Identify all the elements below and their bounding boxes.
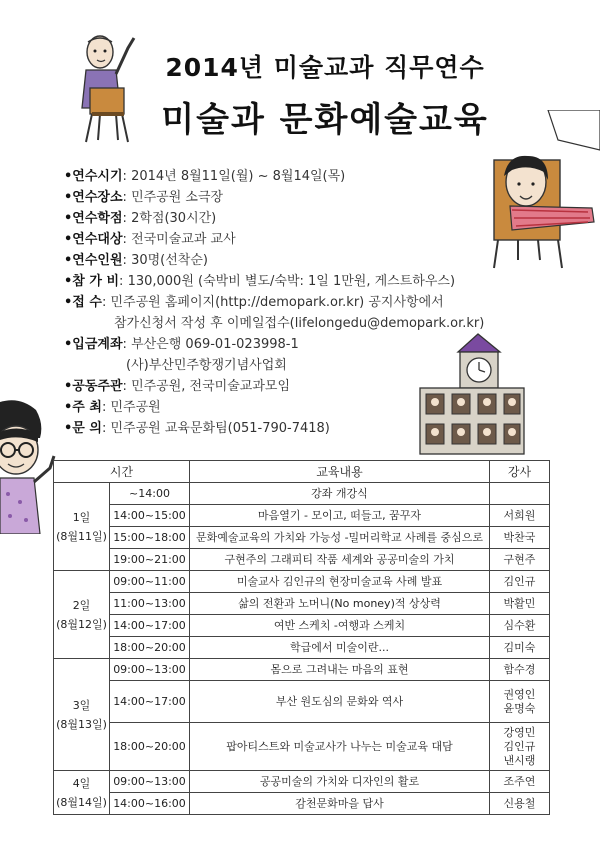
header-content: 교육내용: [190, 461, 490, 483]
table-row: [54, 659, 550, 681]
content-cell: 학급에서 미술이란...: [190, 637, 490, 659]
day-cell: 1일 (8월11일): [54, 483, 110, 571]
time-cell: 18:00~20:00: [110, 723, 190, 771]
table-row: [54, 681, 550, 723]
tutor-cell: 심수환: [490, 615, 550, 637]
tutor-cell: 신용철: [490, 793, 550, 815]
content-cell: 강좌 개강식: [190, 483, 490, 505]
tutor-cell: 함수경: [490, 659, 550, 681]
table-row: [54, 593, 550, 615]
info-row-host: •주 최: 민주공원: [64, 400, 161, 415]
table-row: [54, 615, 550, 637]
day-cell: 2일 (8월12일): [54, 571, 110, 659]
content-cell: 부산 원도심의 문화와 역사: [190, 681, 490, 723]
content-cell: 미술교사 김인규의 현장미술교육 사례 발표: [190, 571, 490, 593]
day-cell: 4일 (8월14일): [54, 771, 110, 815]
table-row: [54, 793, 550, 815]
tutor-cell: 박활민: [490, 593, 550, 615]
content-cell: 삶의 전환과 노머니(No money)적 상상력: [190, 593, 490, 615]
time-cell: ~14:00: [110, 483, 190, 505]
info-row-period: •연수시기: 2014년 8월11일(월) ~ 8월14일(목): [64, 169, 346, 184]
info-row-registration-cont: 참가신청서 작성 후 이메일접수(lifelongedu@demopark.or.kr): [114, 316, 485, 331]
header-tutor: 강사: [490, 461, 550, 483]
info-list: [64, 166, 504, 439]
document-title: 2014년 미술교과 직무연수: [165, 53, 485, 82]
table-row: [54, 527, 550, 549]
table-header-row: [54, 461, 550, 483]
woman-at-desk-illustration: [488, 110, 600, 270]
time-cell: 09:00~11:00: [110, 571, 190, 593]
time-cell: 09:00~13:00: [110, 771, 190, 793]
content-cell: 구현주의 그래피티 작품 세계와 공공미술의 가치: [190, 549, 490, 571]
info-row-contact: •문 의: 민주공원 교육문화팀(051-790-7418): [64, 421, 330, 436]
tutor-cell: 박찬국: [490, 527, 550, 549]
content-cell: 여반 스케치 -여행과 스케치: [190, 615, 490, 637]
info-row-registration: •접 수: 민주공원 홈페이지(http://demopark.or.kr) 공지사항에서: [64, 295, 444, 310]
document-subtitle: 미술과 문화예술교육: [161, 100, 489, 140]
time-cell: 15:00~18:00: [110, 527, 190, 549]
table-row: [54, 549, 550, 571]
table-row: [54, 505, 550, 527]
info-row-target: •연수대상: 전국미술교과 교사: [64, 232, 236, 247]
table-row: [54, 571, 550, 593]
table-row: [54, 771, 550, 793]
day-cell: 3일 (8월13일): [54, 659, 110, 771]
schedule-table: [53, 460, 550, 815]
time-cell: 19:00~21:00: [110, 549, 190, 571]
info-row-account: •입금계좌: 부산은행 069-01-023998-1: [64, 337, 299, 352]
header-time: 시간: [54, 461, 190, 483]
tutor-cell: 강영민 김인규 낸시랭: [490, 723, 550, 771]
boy-with-glasses-illustration: [0, 398, 56, 534]
info-row-cohost: •공동주관: 민주공원, 전국미술교과모임: [64, 379, 291, 394]
tutor-cell: 김미숙: [490, 637, 550, 659]
content-cell: 팝아티스트와 미술교사가 나누는 미술교육 대담: [190, 723, 490, 771]
content-cell: 감천문화마을 답사: [190, 793, 490, 815]
time-cell: 09:00~13:00: [110, 659, 190, 681]
time-cell: 14:00~16:00: [110, 793, 190, 815]
time-cell: 14:00~15:00: [110, 505, 190, 527]
time-cell: 14:00~17:00: [110, 681, 190, 723]
tutor-cell: 조주연: [490, 771, 550, 793]
info-row-venue: •연수장소: 민주공원 소극장: [64, 190, 224, 205]
time-cell: 18:00~20:00: [110, 637, 190, 659]
content-cell: 문화예술교육의 가치와 가능성 -밀머리학교 사례를 중심으로: [190, 527, 490, 549]
info-row-account-cont: (사)부산민주항쟁기념사업회: [126, 358, 287, 373]
table-row: [54, 637, 550, 659]
table-row: [54, 723, 550, 771]
table-row: [54, 483, 550, 505]
time-cell: 11:00~13:00: [110, 593, 190, 615]
tutor-cell: [490, 483, 550, 505]
info-row-credits: •연수학점: 2학점(30시간): [64, 211, 217, 226]
tutor-cell: 김인규: [490, 571, 550, 593]
content-cell: 몸으로 그려내는 마음의 표현: [190, 659, 490, 681]
time-cell: 14:00~17:00: [110, 615, 190, 637]
tutor-cell: 구현주: [490, 549, 550, 571]
tutor-cell: 권영인 윤명숙: [490, 681, 550, 723]
info-row-fee: •참 가 비: 130,000원 (숙박비 별도/숙박: 1일 1만원, 게스트하우스): [64, 274, 456, 289]
content-cell: 공공미술의 가치와 디자인의 활로: [190, 771, 490, 793]
info-row-capacity: •연수인원: 30명(선착순): [64, 253, 208, 268]
man-with-chair-illustration: [70, 30, 150, 145]
content-cell: 마음열기 - 모이고, 떠들고, 꿈꾸자: [190, 505, 490, 527]
tutor-cell: 서희원: [490, 505, 550, 527]
